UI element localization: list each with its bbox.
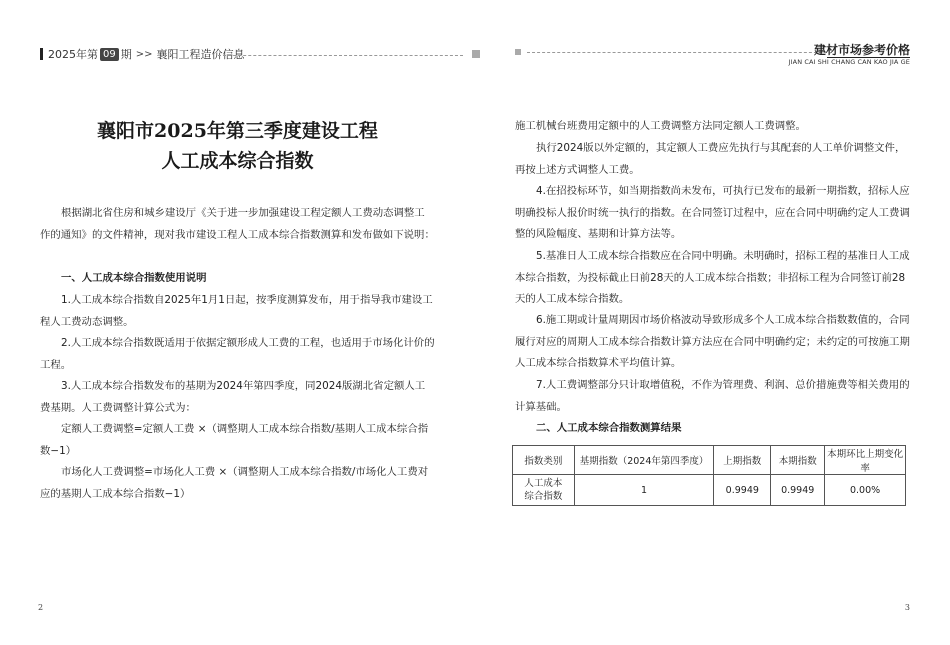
issue-number-badge: 09 bbox=[100, 48, 119, 61]
header-cell-previous: 上期指数 bbox=[714, 446, 771, 475]
left-header bbox=[40, 38, 435, 68]
intro-paragraph: 根据湖北省住房和城乡建设厅《关于进一步加强建设工程定额人工费动态调整工作的通知》的文件精神，现对我市建设工程人工成本综合指数测算和发布做如下说明： bbox=[40, 207, 435, 241]
header-cell-change: 本期环比上期变化率 bbox=[825, 446, 906, 475]
paragraph-item1: 1.人工成本综合指数自2025年1月1日起，按季度测算发布，用于指导我市建设工程人工费动态调整。 bbox=[40, 294, 433, 328]
header-cell-current: 本期指数 bbox=[771, 446, 825, 475]
article-title-line1: 襄阳市2025年第三季度建设工程 bbox=[97, 120, 378, 142]
right-header-title: 建材市场参考价格 bbox=[813, 43, 910, 57]
index-results-table bbox=[512, 445, 906, 506]
header-issue-text bbox=[48, 46, 245, 62]
cell-change-rate: 0.00% bbox=[825, 475, 906, 506]
header-cell-category: 指数类别 bbox=[513, 446, 575, 475]
paragraph-item2: 2.人工成本综合指数既适用于依据定额形成人工费的工程，也适用于市场化计价的工程。 bbox=[40, 337, 435, 371]
header-square-marker bbox=[515, 49, 521, 55]
issue-prefix: 2025年第 bbox=[48, 48, 98, 61]
section1-heading: 一、人工成本综合指数使用说明 bbox=[61, 272, 207, 284]
page-number-right: 3 bbox=[904, 603, 910, 612]
paragraph-continued-2: 执行2024版以外定额的，其定额人工费应先执行与其配套的人工单价调整文件，再按上述方式调整人工费。 bbox=[515, 142, 906, 176]
right-page bbox=[475, 0, 950, 645]
double-chevron-icon: >> bbox=[135, 48, 153, 60]
header-marker-bar bbox=[40, 48, 43, 60]
table-header-row bbox=[513, 446, 906, 475]
article-title-line2: 人工成本综合指数 bbox=[161, 150, 314, 172]
category-line2: 综合指数 bbox=[524, 491, 563, 502]
right-header-pinyin: JIAN CAI SHI CHANG CAN KAO JIA GE bbox=[788, 58, 910, 66]
section2-heading: 二、人工成本综合指数测算结果 bbox=[536, 422, 682, 434]
table-row bbox=[513, 475, 906, 506]
paragraph-item3: 3.人工成本综合指数发布的基期为2024年第四季度，同2024版湖北省定额人工费基期。人工费调整计算公式为： bbox=[40, 380, 426, 414]
category-line1: 人工成本 bbox=[524, 478, 563, 489]
cell-current-index: 0.9949 bbox=[771, 475, 825, 506]
cell-base-index: 1 bbox=[574, 475, 714, 506]
cell-category bbox=[513, 475, 575, 506]
paragraph-item4: 4.在招投标环节，如当期指数尚未发布，可执行已发布的最新一期指数，招标人应明确投标人报价时统一执行的指数。在合同签订过程中，应在合同中明确约定人工费调整的风险幅度、基期和计算方法等。 bbox=[515, 185, 910, 240]
header-dashed-rule bbox=[218, 55, 463, 56]
formula-quota-labor: 定额人工费调整=定额人工费 ×（调整期人工成本综合指数/基期人工成本综合指数−1） bbox=[40, 423, 429, 457]
publication-name: 襄阳工程造价信息 bbox=[156, 48, 245, 61]
paragraph-item6: 6.施工期或计量周期因市场价格波动导致形成多个人工成本综合指数数值的，合同履行对应的周期人工成本综合指数计算方法应在合同中明确约定；未约定的可按施工期人工成本综合指数算术平均值计算。 bbox=[515, 314, 910, 369]
paragraph-item7: 7.人工费调整部分只计取增值税，不作为管理费、利润、总价措施费等相关费用的计算基础。 bbox=[515, 379, 910, 413]
header-dashed-rule bbox=[527, 52, 827, 53]
paragraph-item5: 5.基准日人工成本综合指数应在合同中明确。未明确时，招标工程的基准日人工成本综合指数，为投标截止日前28天的人工成本综合指数；非招标工程为合同签订前28天的人工成本综合指数。 bbox=[515, 250, 910, 305]
cell-previous-index: 0.9949 bbox=[714, 475, 771, 506]
page-number-left: 2 bbox=[38, 603, 44, 612]
formula-market-labor: 市场化人工费调整=市场化人工费 ×（调整期人工成本综合指数/市场化人工费对应的基期人工成本综合指数−1） bbox=[40, 466, 429, 500]
issue-suffix: 期 bbox=[120, 48, 132, 61]
paragraph-continued-1: 施工机械台班费用定额中的人工费调整方法同定额人工费调整。 bbox=[515, 120, 806, 132]
header-cell-base: 基期指数（2024年第四季度） bbox=[574, 446, 714, 475]
